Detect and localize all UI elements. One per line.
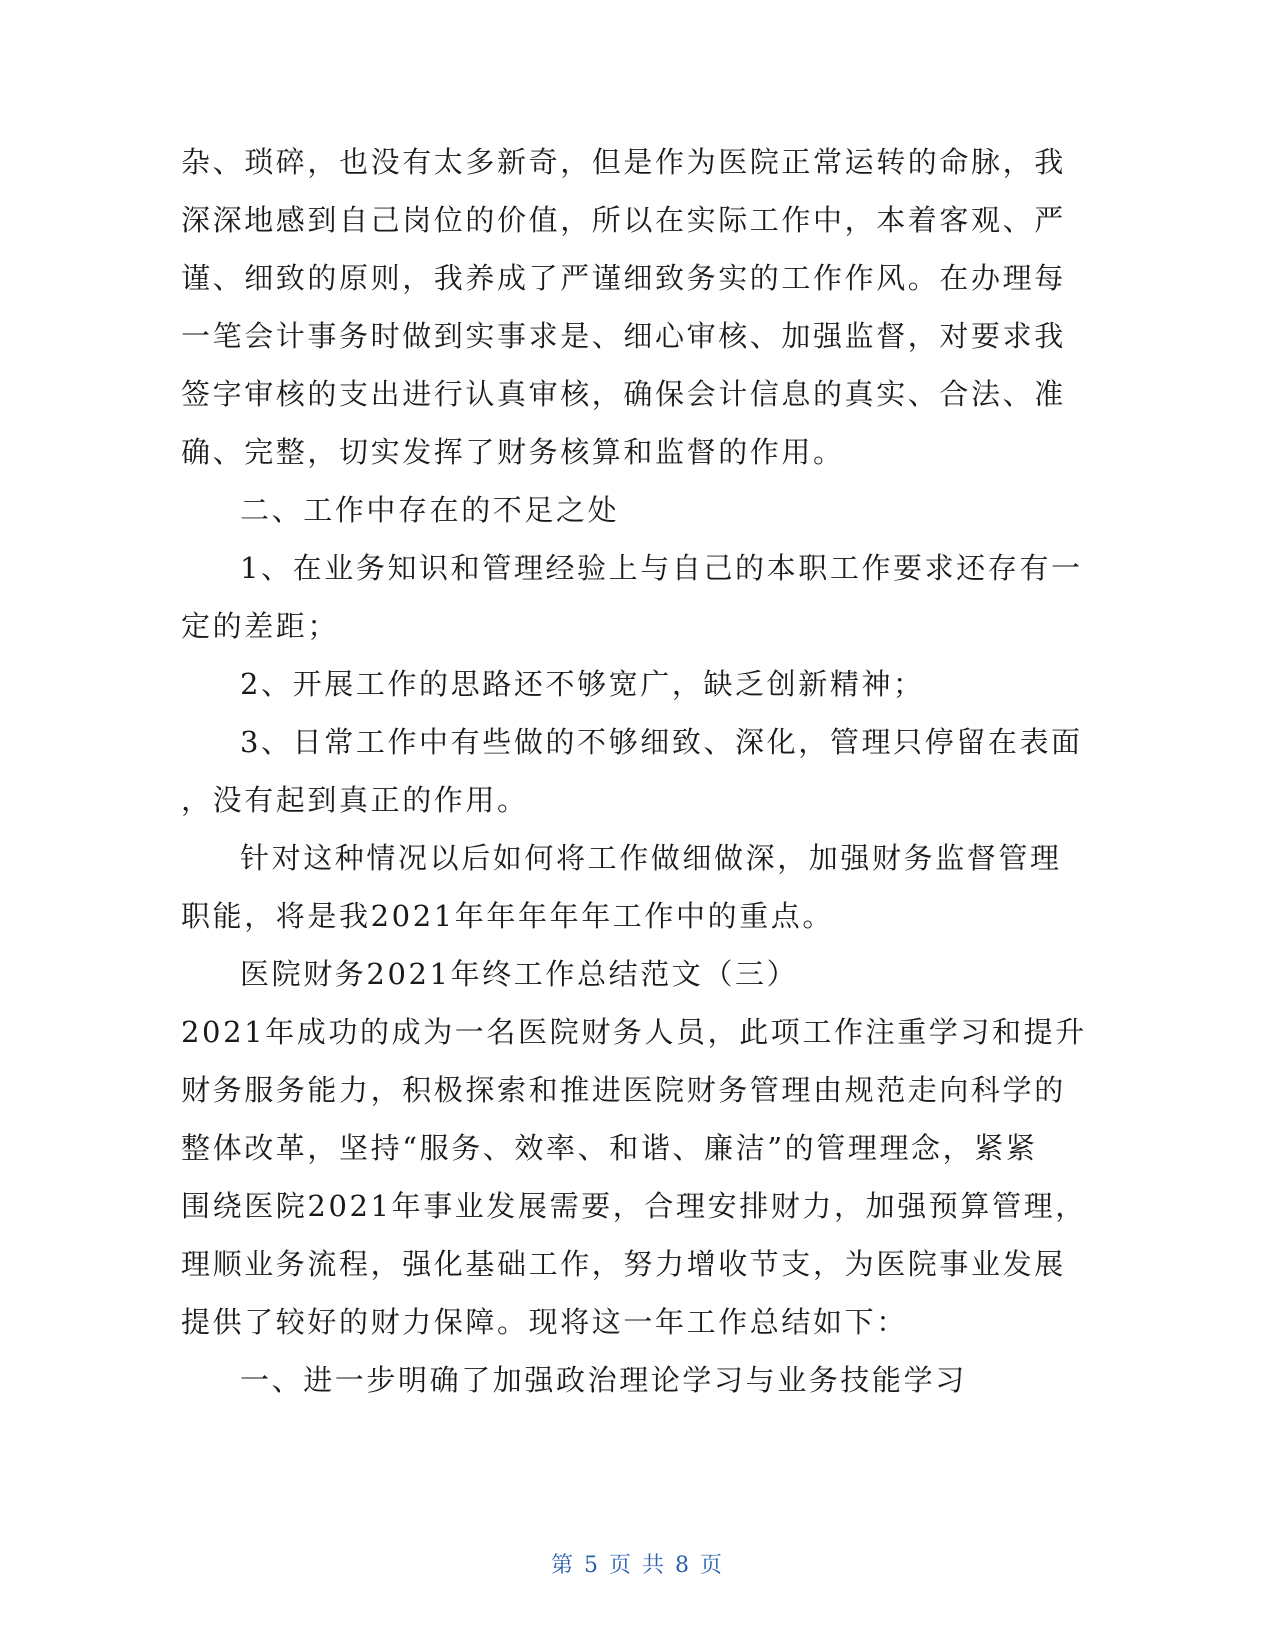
- text-line: 一笔会计事务时做到实事求是、细心审核、加强监督，对要求我: [181, 319, 1066, 353]
- text-line: 确、完整，切实发挥了财务核算和监督的作用。: [181, 435, 845, 469]
- text-line: 2、开展工作的思路还不够宽广，缺乏创新精神；: [240, 667, 925, 701]
- text-line: 围绕医院2021年事业发展需要，合理安排财力，加强预算管理，: [181, 1189, 1087, 1223]
- text-line: 1、在业务知识和管理经验上与自己的本职工作要求还存有一: [240, 551, 1083, 585]
- text-line: 财务服务能力，积极探索和推进医院财务管理由规范走向科学的: [181, 1073, 1066, 1107]
- text-line: 针对这种情况以后如何将工作做细做深，加强财务监督管理: [240, 841, 1062, 875]
- text-line: 谨、细致的原则，我养成了严谨细致务实的工作作风。在办理每: [181, 261, 1066, 295]
- text-line: ，没有起到真正的作用。: [181, 783, 529, 817]
- section-heading: 二、工作中存在的不足之处: [240, 493, 620, 527]
- section-title: 医院财务2021年终工作总结范文（三）: [240, 957, 799, 991]
- text-line: 职能，将是我2021年年年年年工作中的重点。: [181, 899, 835, 933]
- text-line: 定的差距；: [181, 609, 340, 643]
- text-line: 整体改革，坚持“服务、效率、和谐、廉洁”的管理理念，紧紧: [181, 1131, 1038, 1165]
- text-line: 提供了较好的财力保障。现将这一年工作总结如下：: [181, 1305, 908, 1339]
- section-heading: 一、进一步明确了加强政治理论学习与业务技能学习: [240, 1363, 967, 1397]
- page-number-footer: 第 5 页 共 8 页: [551, 1553, 724, 1578]
- text-line: 杂、琐碎，也没有太多新奇，但是作为医院正常运转的命脉，我: [181, 145, 1066, 179]
- text-line: 2021年成功的成为一名医院财务人员，此项工作注重学习和提升: [181, 1015, 1087, 1049]
- text-line: 签字审核的支出进行认真审核，确保会计信息的真实、合法、准: [181, 377, 1066, 411]
- text-line: 理顺业务流程，强化基础工作，努力增收节支，为医院事业发展: [181, 1247, 1066, 1281]
- text-line: 3、日常工作中有些做的不够细致、深化，管理只停留在表面: [240, 725, 1083, 759]
- text-line: 深深地感到自己岗位的价值，所以在实际工作中，本着客观、严: [181, 203, 1066, 237]
